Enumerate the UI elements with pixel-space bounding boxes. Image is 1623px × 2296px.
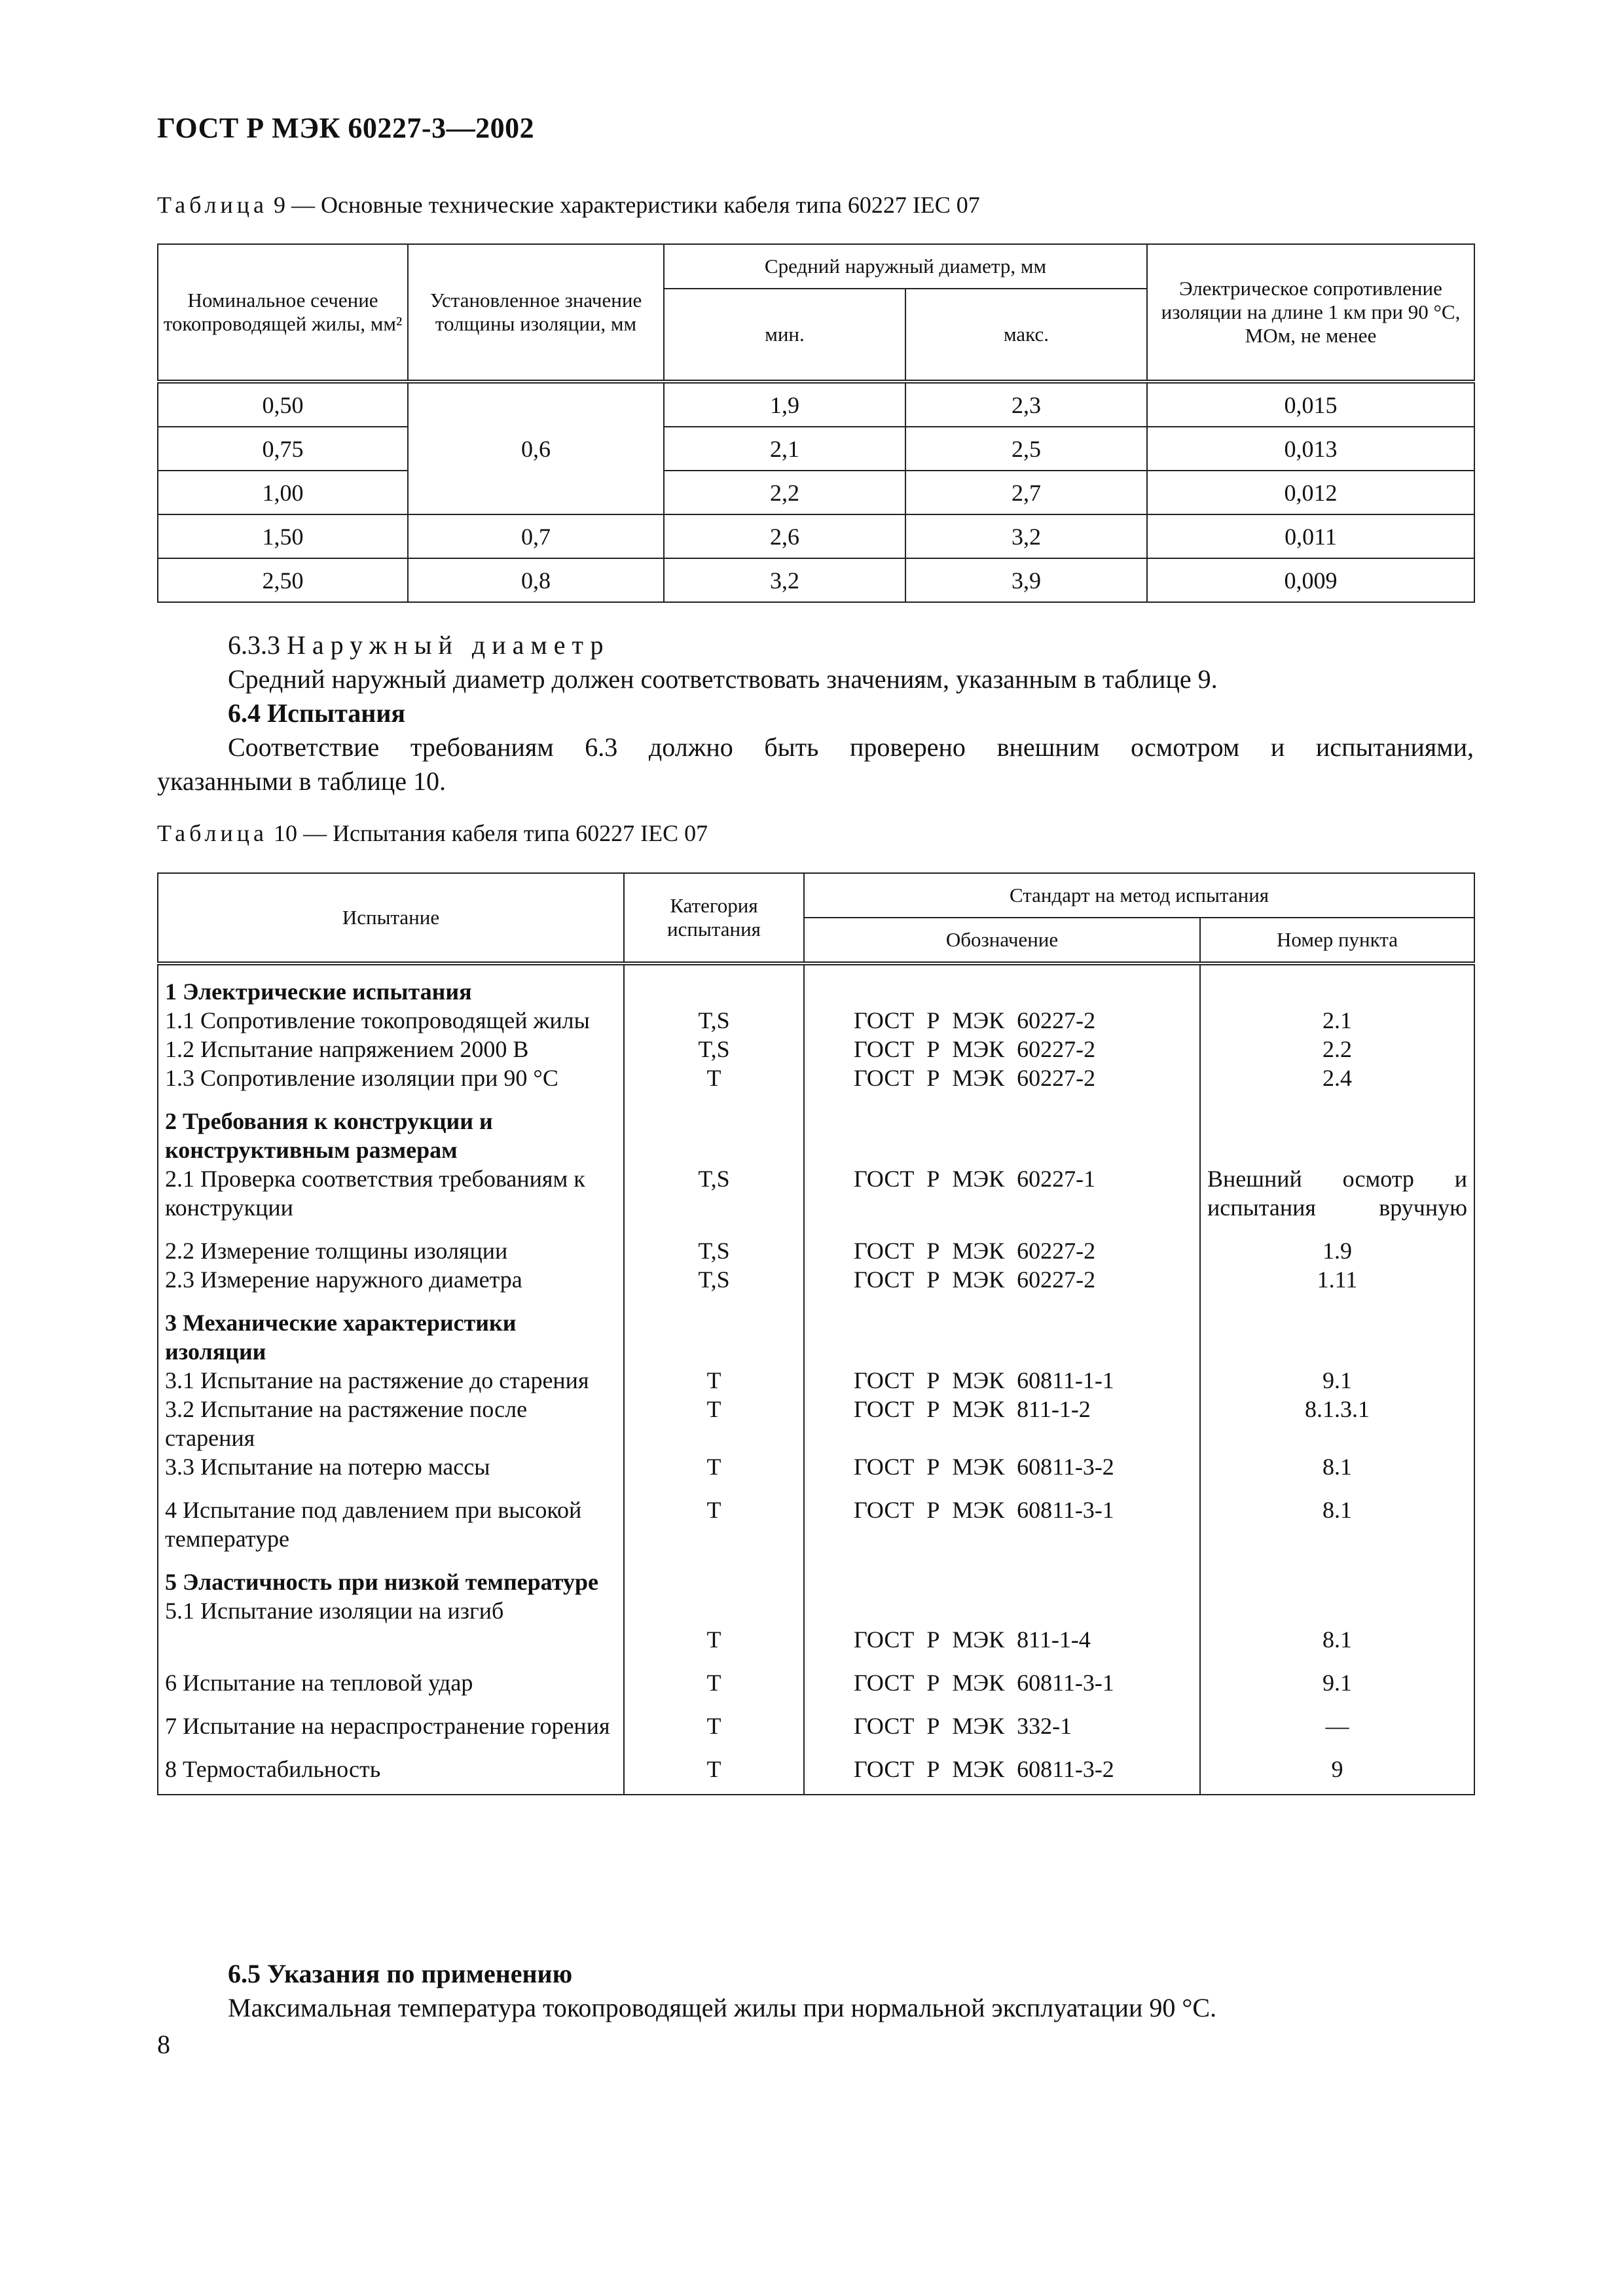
table-cell [1200,1553,1474,1654]
table10-caption-prefix: Таблица [157,820,268,846]
table-cell: 0,009 [1147,558,1474,602]
table-row [158,1654,1474,1697]
table-cell: 0,015 [1147,382,1474,427]
test-name: 2.2 Измерение толщины изоляции [158,1222,624,1265]
table-row [158,382,1474,427]
table-cell: 2,2 [664,471,905,514]
test-name: 2.3 Измерение наружного диаметра [158,1265,624,1294]
test-category: T [624,1064,804,1092]
table-row [158,1481,1474,1553]
table10-caption-text: 10 — Испытания кабеля типа 60227 IEC 07 [267,820,708,846]
table-row [158,1452,1474,1481]
test-designation: ГОСТ Р МЭК 60227-2 [804,1064,1200,1092]
table-cell: 0,011 [1147,514,1474,558]
table-row [158,1064,1474,1092]
table-row [158,471,1474,514]
table-row [158,1740,1474,1795]
table9-header-min: мин. [664,289,905,382]
table9 [157,243,1475,603]
test-clause: 1.11 [1200,1265,1474,1294]
section-6-3-3-title: Наружный диаметр [287,630,610,660]
test-clause: 8.1.3.1 [1200,1395,1474,1452]
test-name: 2.1 Проверка соответствия требованиям к конструкции [165,1166,585,1221]
table-row [158,1697,1474,1740]
table-cell [158,1092,624,1222]
table-cell [804,1092,1200,1222]
table-cell: 3,2 [905,514,1147,558]
test-group-title: 5 Эластичность при низкой температуре [165,1569,598,1595]
table-cell [158,1294,624,1395]
table-cell [624,1553,804,1654]
test-category: T [624,1654,804,1697]
table10-caption [157,819,708,847]
test-clause: 8.1 [1200,1481,1474,1553]
test-clause: Внешний осмотр и испытания вручную [1207,1166,1468,1221]
table10-header-category: Категория испытания [624,873,804,963]
test-designation: ГОСТ Р МЭК 60811-3-2 [804,1740,1200,1795]
section-6-3-3 [157,628,1474,798]
table-cell: 2,5 [905,427,1147,471]
test-name: 5.1 Испытание изоляции на изгиб [165,1598,504,1624]
table9-header-diameter: Средний наружный диаметр, мм [664,244,1147,289]
table-row [158,1222,1474,1265]
test-designation: ГОСТ Р МЭК 60227-2 [804,1265,1200,1294]
table-cell: 0,6 [408,382,664,514]
table10-header-standard: Стандарт на метод испытания [804,873,1474,918]
section-6-4-heading: 6.4 Испытания [228,698,406,728]
test-clause: 9.1 [1200,1654,1474,1697]
table-cell [624,963,804,1035]
page-number: 8 [157,2030,170,2059]
test-designation: ГОСТ Р МЭК 60811-3-1 [804,1654,1200,1697]
table-cell: 0,7 [408,514,664,558]
test-group-title: 4 Испытание под давлением при высокой температуре [158,1481,624,1553]
table-cell: 2,6 [664,514,905,558]
test-group-title: 6 Испытание на тепловой удар [158,1654,624,1697]
table10-header-designation: Обозначение [804,918,1200,963]
table9-header-resistance: Электрическое сопротивление изоляции на длине 1 км при 90 °С, МОм, не менее [1147,244,1474,382]
table9-caption-prefix: Таблица [157,192,268,218]
table-cell [804,1294,1200,1395]
section-6-5 [157,1957,1474,2025]
test-category: T [706,1626,721,1653]
test-category: T,S [624,1222,804,1265]
table10 [157,872,1475,1795]
test-clause: 9.1 [1322,1367,1352,1393]
test-name: 1.3 Сопротивление изоляции при 90 °С [158,1064,624,1092]
test-designation: ГОСТ Р МЭК 811-1-2 [804,1395,1200,1452]
table-row [158,1395,1474,1452]
table-cell: 0,013 [1147,427,1474,471]
test-category: T,S [624,1265,804,1294]
table-cell: 0,75 [158,427,408,471]
table10-header-test: Испытание [158,873,624,963]
test-designation: ГОСТ Р МЭК 60227-1 [854,1166,1096,1192]
table-cell [624,1092,804,1222]
table9-caption-text: 9 — Основные технические характеристики кабеля типа 60227 IEC 07 [267,192,980,218]
test-designation: ГОСТ Р МЭК 60811-3-1 [804,1481,1200,1553]
table9-header-thickness: Установленное значение толщины изоляции, мм [408,244,664,382]
test-name: 3.1 Испытание на растяжение до старения [165,1367,589,1393]
test-clause: 1.9 [1200,1222,1474,1265]
table-cell: 1,50 [158,514,408,558]
table-cell [1200,1294,1474,1395]
test-name: 3.3 Испытание на потерю массы [158,1452,624,1481]
test-clause: 2.4 [1200,1064,1474,1092]
table-cell: 2,7 [905,471,1147,514]
test-group-title: 1 Электрические испытания [165,978,472,1005]
table-row [158,558,1474,602]
table-cell: 0,8 [408,558,664,602]
test-designation: ГОСТ Р МЭК 811-1-4 [854,1626,1091,1653]
table-row [158,514,1474,558]
section-6-5-text: Максимальная температура токопроводящей жилы при нормальной эксплуатации 90 °С. [228,1993,1217,2022]
test-category: T [624,1452,804,1481]
section-6-3-3-number: 6.3.3 [228,630,280,660]
test-designation: ГОСТ Р МЭК 60227-2 [804,1035,1200,1064]
test-name: 1.1 Сопротивление токопроводящей жилы [165,1007,590,1033]
test-category: T [624,1697,804,1740]
table-cell [158,963,624,1035]
section-6-4-text-line1: Соответствие требованиям 6.3 должно быть проверено внешним осмотром и испытаниями, [228,732,1474,762]
test-name: 3.2 Испытание на растяжение после старения [158,1395,624,1452]
test-category: T,S [698,1007,730,1033]
table9-header-section: Номинальное сечение токопроводящей жилы, мм² [158,244,408,382]
test-clause: 8.1 [1200,1452,1474,1481]
section-6-3-3-text: Средний наружный диаметр должен соответствовать значениям, указанным в таблице 9. [228,664,1218,694]
table9-caption [157,191,980,219]
table-row [158,1035,1474,1064]
table-cell [1200,963,1474,1035]
table10-header-clause: Номер пункта [1200,918,1474,963]
table-cell: 0,012 [1147,471,1474,514]
table-cell [804,963,1200,1035]
test-category: T [624,1481,804,1553]
table-cell [158,1553,624,1654]
test-category: T,S [624,1035,804,1064]
test-clause: — [1200,1697,1474,1740]
test-designation: ГОСТ Р МЭК 60227-2 [804,1222,1200,1265]
test-clause: 8.1 [1322,1626,1352,1653]
table-cell [1200,1092,1474,1222]
test-name: 1.2 Испытание напряжением 2000 В [158,1035,624,1064]
test-designation: ГОСТ Р МЭК 60811-1-1 [854,1367,1114,1393]
section-6-4-text-line2: указанными в таблице 10. [157,766,447,796]
table-cell: 1,00 [158,471,408,514]
table-row [158,427,1474,471]
table-cell [804,1553,1200,1654]
test-clause: 2.2 [1200,1035,1474,1064]
test-category: T,S [698,1166,730,1192]
table-cell: 2,1 [664,427,905,471]
test-designation: ГОСТ Р МЭК 60811-3-2 [804,1452,1200,1481]
test-group-title: 7 Испытание на нераспространение горения [158,1697,624,1740]
table-cell: 2,3 [905,382,1147,427]
test-category: T [624,1740,804,1795]
test-clause: 9 [1200,1740,1474,1795]
table-cell: 2,50 [158,558,408,602]
table-cell: 3,9 [905,558,1147,602]
section-6-3-3-heading [157,628,1474,662]
table9-header-max: макс. [905,289,1147,382]
table-row [158,963,1474,1035]
table-row [158,1265,1474,1294]
table-cell: 3,2 [664,558,905,602]
section-6-5-heading: 6.5 Указания по применению [228,1959,573,1988]
test-group-title: 8 Термостабильность [158,1740,624,1795]
test-category: T [624,1395,804,1452]
test-category: T [706,1367,721,1393]
test-designation: ГОСТ Р МЭК 60227-2 [854,1007,1096,1033]
document-header: ГОСТ Р МЭК 60227-3—2002 [157,112,535,144]
table-row [158,1294,1474,1395]
test-designation: ГОСТ Р МЭК 332-1 [804,1697,1200,1740]
table-row [158,1092,1474,1222]
table-cell [624,1294,804,1395]
test-group-title: 3 Механические характеристики изоляции [165,1310,517,1365]
table-row [158,1553,1474,1654]
test-clause: 2.1 [1322,1007,1352,1033]
test-group-title: 2 Требования к конструкции и конструктивным размерам [165,1108,493,1163]
table-cell: 0,50 [158,382,408,427]
table-cell: 1,9 [664,382,905,427]
